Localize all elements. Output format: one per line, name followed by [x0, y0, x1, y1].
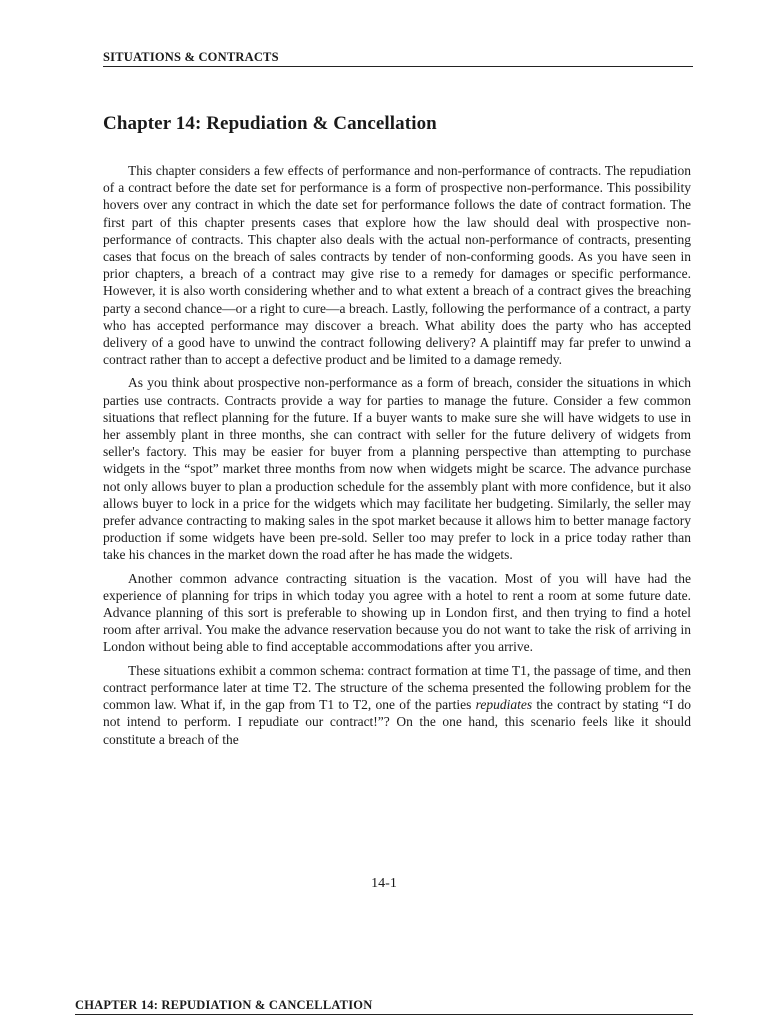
- paragraph-4-text-end: the contract by stating “I do not intend to perform. I repudiate our contract!”? On the one hand, this scenario feels like it should constitute a breach of the: [103, 697, 692, 747]
- chapter-body: [103, 162, 691, 754]
- paragraph-3: Another common advance contracting situation is the vacation. Most of you will have had the experience of planning for trips in which today you agree with a hotel to rent a room at some future date. Advance planning of this sort is preferable to showing up in London first, and then trying to find a hotel room after arrival. You make the advance reservation because you do not want to take the risk of arriving in London without being able to find acceptable accommodations after you arrive.: [103, 570, 691, 655]
- paragraph-2: As you think about prospective non-performance as a form of breach, consider the situations in which parties use contracts. Contracts provide a way for parties to manage the future. Consider a few common situations that reflect planning for the future. If a buyer wants to make sure she will have widgets to use in her assembly plant in three months, she can contract with seller for the future delivery of widgets from seller's factory. This may be easier for buyer from a planning perspective than attempting to purchase widgets in the “spot” market three months from now when widgets might be scarce. The advance purchase not only allows buyer to plan a production schedule for the assembly plant with more confidence, but it also allows buyer to lock in a price for the widgets which may facilitate her budgeting. Similarly, the seller may prefer advance contracting to making sales in the spot market because it allows him to better manage factory production if some widgets have been pre-sold. Seller too may prefer to lock in a price today rather than take his chances in the market down the road after he has made the widgets.: [103, 375, 691, 563]
- paragraph-4-text-start: These situations exhibit a common schema: contract formation at time T1, the passage of time, and then contract performance later at time T2. The structure of the schema presented the following problem for the common law. What if, in the gap from T1 to T2, one of the parties: [103, 662, 691, 713]
- running-footer: CHAPTER 14: REPUDIATION & CANCELLATION: [75, 998, 693, 1015]
- paragraph-4: [103, 662, 691, 748]
- page-number: 14-1: [371, 876, 397, 891]
- running-header: SITUATIONS & CONTRACTS: [103, 50, 693, 67]
- emphasized-term: repudiates: [475, 697, 533, 713]
- paragraph-1: This chapter considers a few effects of performance and non-performance of contracts. The repudiation of a contract before the date set for performance is a form of prospective non-performance. This possibility hovers over any contract in which the date set for performance follows the date of contract formation. The first part of this chapter presents cases that explore how the law should deal with prospective non-performance of contracts. This chapter also deals with the actual non-performance of contracts, presenting cases that focus on the breach of sales contracts by tender of non-conforming goods. As you have seen in prior chapters, a breach of a contract may give rise to a remedy for damages or specific performance. However, it is also worth considering whether and to what extent a breach of a contract gives the breaching party a second chance—or a right to cure—a breach. Lastly, following the performance of a contract, a party who has accepted performance may discover a breach. What ability does the party who has accepted delivery of a good have to unwind the contract following delivery? A plaintiff may far prefer to unwind a contract rather than to accept a defective product and be limited to a damage remedy.: [103, 163, 691, 368]
- chapter-title: Chapter 14: Repudiation & Cancellation: [103, 113, 437, 134]
